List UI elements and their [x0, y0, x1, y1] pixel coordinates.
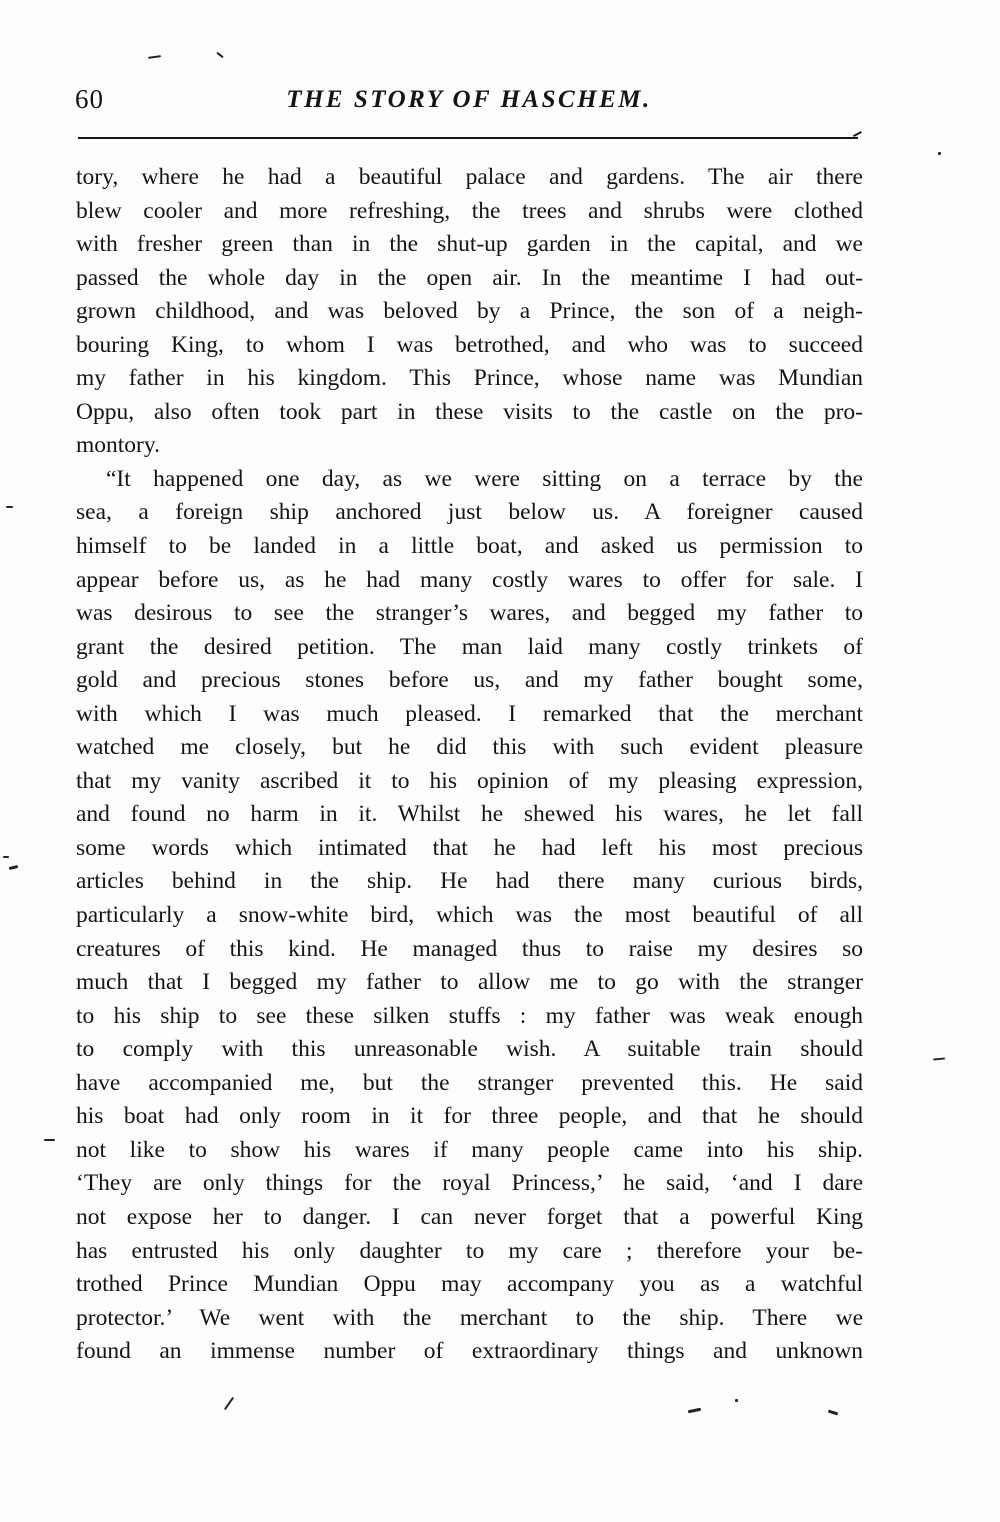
text-line: gold and precious stones before us, and my father bought some,: [76, 667, 863, 694]
scan-artifact: [828, 1410, 838, 1416]
text-line: particularly a snow-white bird, which was the most beautiful of all: [76, 902, 863, 929]
text-line: not like to show his wares if many people came into his ship.: [76, 1136, 863, 1163]
scan-artifact: [44, 1139, 55, 1141]
scan-artifact: [224, 1397, 234, 1410]
scan-artifact: [9, 865, 18, 870]
text-line: montory.: [76, 432, 160, 459]
text-line: that my vanity ascribed it to his opinion of my pleasing expression,: [76, 767, 863, 794]
page-number: 60: [75, 84, 104, 114]
text-line: was desirous to see the stranger’s wares, and begged my father to: [76, 600, 863, 627]
scan-artifact: [735, 1399, 738, 1402]
text-line: grown childhood, and was beloved by a Prince, the son of a neigh-: [76, 298, 863, 325]
text-line: appear before us, as he had many costly wares to offer for sale. I: [76, 566, 863, 593]
header-rule: [78, 137, 858, 139]
text-line: ‘They are only things for the royal Princess,’ he said, ‘and I dare: [76, 1170, 863, 1197]
text-line: blew cooler and more refreshing, the trees and shrubs were clothed: [76, 197, 863, 224]
text-line: not expose her to danger. I can never forget that a powerful King: [76, 1203, 863, 1230]
text-line: found an immense number of extraordinary things and unknown: [76, 1338, 863, 1365]
text-line: watched me closely, but he did this with such evident pleasure: [76, 734, 863, 761]
text-line: with which I was much pleased. I remarked that the merchant: [76, 700, 863, 727]
scan-artifact: [938, 152, 941, 155]
text-line: articles behind in the ship. He had there many curious birds,: [76, 868, 863, 895]
text-line: passed the whole day in the open air. In the meantime I had out-: [76, 264, 863, 291]
text-line: much that I begged my father to allow me to go with the stranger: [76, 969, 863, 996]
text-line: his boat had only room in it for three people, and that he should: [76, 1103, 863, 1130]
text-line: trothed Prince Mundian Oppu may accompany you as a watchful: [76, 1271, 863, 1298]
text-line: to his ship to see these silken stuffs : my father was weak enough: [76, 1002, 863, 1029]
text-line: with fresher green than in the shut-up garden in the capital, and we: [76, 231, 863, 258]
scan-artifact: [933, 1057, 945, 1060]
scan-artifact: [688, 1408, 701, 1414]
text-line: creatures of this kind. He managed thus to raise my desires so: [76, 935, 863, 962]
text-line: to comply with this unreasonable wish. A suitable train should: [76, 1036, 863, 1063]
scan-artifact: [3, 856, 9, 858]
text-line: my father in his kingdom. This Prince, whose name was Mundian: [76, 365, 863, 392]
text-line: Oppu, also often took part in these visits to the castle on the pro-: [76, 398, 863, 425]
text-line: some words which intimated that he had left his most precious: [76, 834, 863, 861]
scan-artifact: [6, 506, 13, 508]
scan-artifact: [148, 55, 161, 59]
text-line: have accompanied me, but the stranger prevented this. He said: [76, 1069, 863, 1096]
text-line: has entrusted his only daughter to my care ; therefore your be-: [76, 1237, 863, 1264]
text-line: tory, where he had a beautiful palace and gardens. The air there: [76, 164, 863, 190]
text-line: bouring King, to whom I was betrothed, and who was to succeed: [76, 331, 863, 358]
text-line: “It happened one day, as we were sitting on a terrace by the: [106, 465, 863, 492]
text-line: himself to be landed in a little boat, and asked us permission to: [76, 533, 863, 560]
page-body: [76, 161, 863, 1369]
running-title: THE STORY OF HASCHEM.: [286, 86, 652, 113]
rule-end-flourish: [853, 131, 862, 137]
text-line: protector.’ We went with the merchant to the ship. There we: [76, 1304, 863, 1331]
text-line: and found no harm in it. Whilst he shewed his wares, he let fall: [76, 801, 863, 828]
text-line: grant the desired petition. The man laid many costly trinkets of: [76, 633, 863, 660]
text-line: sea, a foreign ship anchored just below us. A foreigner caused: [76, 499, 863, 526]
scan-artifact: [216, 52, 224, 59]
